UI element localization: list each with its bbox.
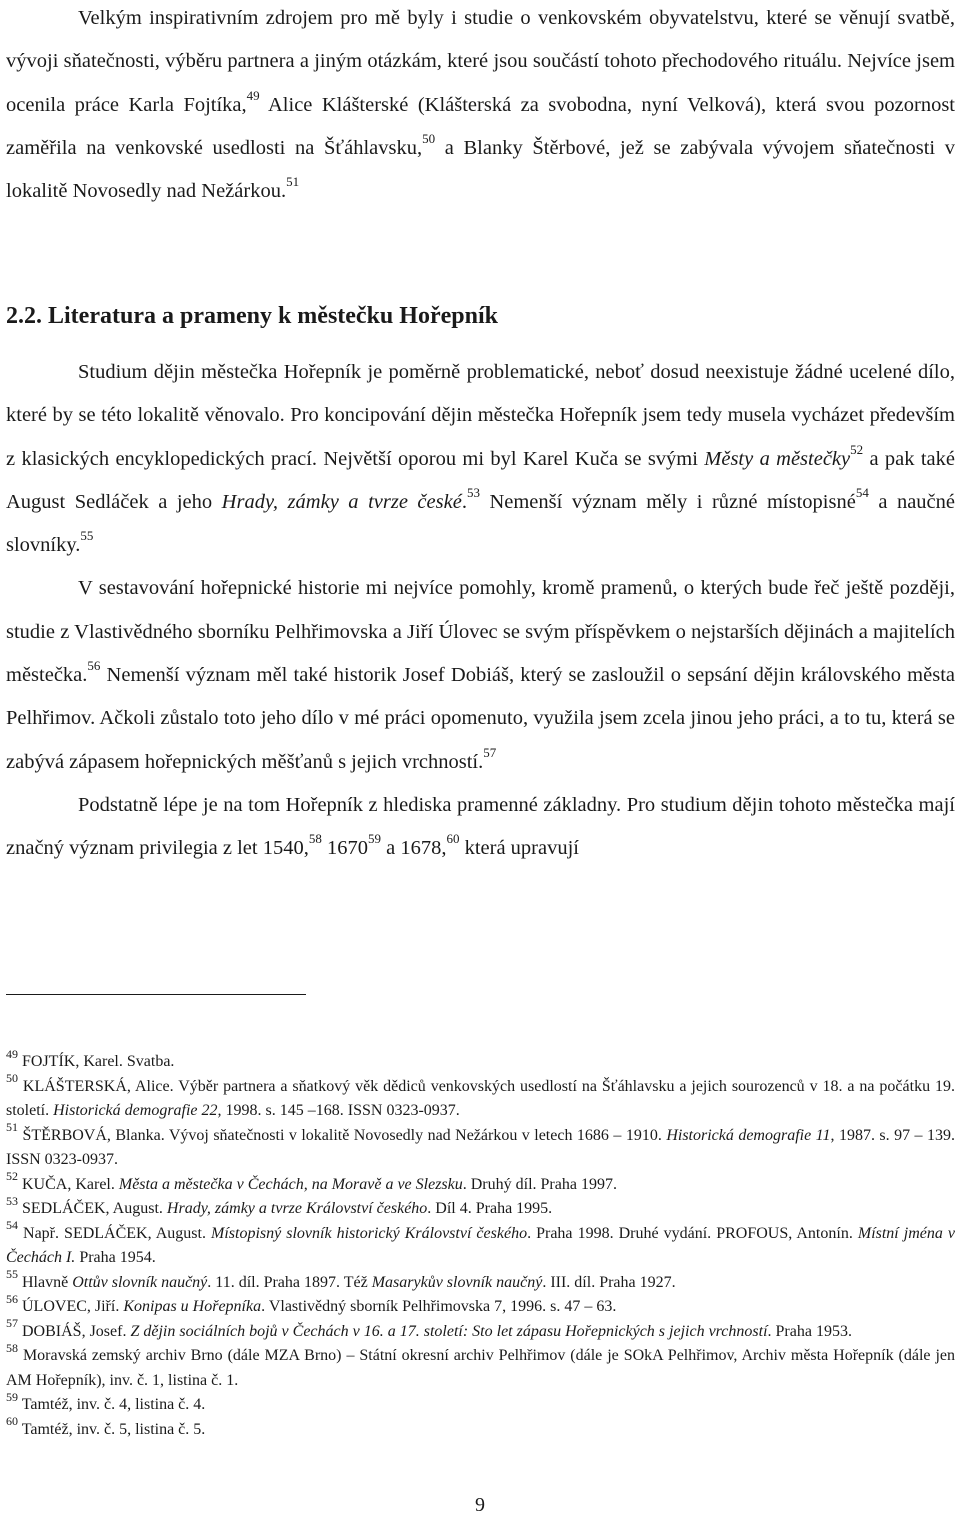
footnote-ref-55[interactable]: 55 <box>80 528 94 544</box>
footnote-55: $^{55}$ Hlavně Ottův slovník naučný. 11. díl. Praha 1897. Též Masarykův slovník naučný. III. díl. Praha 1927. <box>6 1267 676 1291</box>
paragraph-inspiration-sources <box>6 0 955 213</box>
footnote-ref-56[interactable]: 56 <box>87 658 101 674</box>
footnote-ref-52[interactable]: 52 <box>850 441 864 457</box>
footnote-59: $^{59}$ Tamtéž, inv. č. 4, listina č. 4. <box>6 1389 206 1413</box>
section-heading: 2.2. Literatura a prameny k městečku Hořepník <box>6 303 498 329</box>
footnote-53: $^{53}$ SEDLÁČEK, August. Hrady, zámky a tvrze Království českého. Díl 4. Praha 1995. <box>6 1193 553 1217</box>
paragraph: Velkým inspirativním zdrojem pro mě byly i studie o venkovském obyvatelstvu, které se věnují svatbě, vývoji sňatečnosti, výběru partnera a jiným otázkám, které jsou součástí tohoto přechodového rituálu. Nejvíce jsem ocenila práce Karla Fojtíka,$^{49}$ Alice Klášterské (Klášterská za svobodna, nyní Velková), která svou pozornost zaměřila na venkovské usedlosti na Šťáhlavsku,$^{50}$ a Blanky Štěrbové, jež se zabývala vývojem sňatečnosti v lokalitě Novosedly nad Nežárkou.$^{51}$ <box>6 7 956 203</box>
footnote-58: $^{58}$ Moravská zemský archiv Brno (dále MZA Brno) – Státní okresní archiv Pelhřimov (dále je SOkA Pelhřimov, Archiv města Hořepník (dále jen AM Hořepník), inv. č. 1, listina č. 1. <box>6 1340 955 1389</box>
footnote-54: $^{54}$ Např. SEDLÁČEK, August. Místopisný slovník historický Království českého. Praha 1998. Druhé vydání. PROFOUS, Antonín. Místní jména v Čechách I. Praha 1954. <box>6 1218 956 1266</box>
footnote-ref-53[interactable]: 53 <box>466 485 480 501</box>
footnote-51: $^{51}$ ŠTĚRBOVÁ, Blanka. Vývoj sňatečnosti v lokalitě Novosedly nad Nežárkou v letech 1686 – 1910. Historická demografie 11, 1987. s. 97 – 139. ISSN 0323-0937. <box>6 1120 956 1168</box>
footnote-separator <box>6 994 306 995</box>
footnote-56: $^{56}$ ÚLOVEC, Jiří. Konipas u Hořepníka. Vlastivědný sborník Pelhřimovska 7, 1996. s. 47 – 63. <box>6 1291 617 1315</box>
footnote-ref-58[interactable]: 58 <box>308 831 322 847</box>
section-body <box>6 351 955 871</box>
footnote-ref-50[interactable]: 50 <box>422 131 436 147</box>
footnote-ref-54[interactable]: 54 <box>855 485 869 501</box>
footnote-52: $^{52}$ KUČA, Karel. Města a městečka v Čechách, na Moravě a ve Slezsku. Druhý díl. Praha 1997. <box>6 1169 617 1193</box>
footnote-60: $^{60}$ Tamtéž, inv. č. 5, listina č. 5. <box>6 1414 206 1438</box>
footnote-ref-49[interactable]: 49 <box>246 87 260 103</box>
paragraph-primary-sources: Podstatně lépe je na tom Hořepník z hlediska pramenné základny. Pro studium dějin tohoto městečka mají značný význam privilegia z let 1540,58 1670$^{59}$ a 1678,60 která upravují <box>6 793 955 860</box>
footnote-ref-60[interactable]: 60 <box>446 831 460 847</box>
paragraph-literature: Studium dějin městečka Hořepník je poměrně problematické, neboť dosud neexistuje žádné ucelené dílo, které by se této lokalitě věnovalo. Pro koncipování dějin městečka Hořepník jsem tedy musela vycházet především z klasických encyklopedických prací. Největší oporou mi byl Karel Kuča se svými Městy a městečky$^{52}$ a pak také August Sedláček a jeho Hrady, zámky a tvrze české.$^{53}$ Nemenší význam měly i různé místopisné$^{54}$ a naučné slovníky.$^{55}$ <box>6 361 956 557</box>
footnote-50: $^{50}$ KLÁŠTERSKÁ, Alice. Výběr partnera a sňatkový věk dědiců venkovských usedlostí na Šťáhlavsku a jejich sourozenců v 18. a na počátku 19. století. Historická demografie 22, 1998. s. 145 –168. ISSN 0323-0937. <box>6 1071 955 1119</box>
paragraph-history-sources: V sestavování hořepnické historie mi nejvíce pomohly, kromě pramenů, o kterých bude řeč ještě později, studie z Vlastivědného sborníku Pelhřimovska a Jiří Úlovec se svým příspěvkem o nejstarších dějinách a majitelích městečka.$^{56}$ Nemenší význam měl také historik Josef Dobiáš, který se zasloužil o sepsání dějin královského města Pelhřimov. Ačkoli zůstalo toto jeho dílo v mé práci opomenuto, využila jsem zcela jinou jeho práci, a to tu, která se zabývá zápasem hořepnických měšťanů s jejich vrchností.$^{57}$ <box>6 577 955 773</box>
footnote-ref-59[interactable]: 59 <box>367 831 381 847</box>
footnote-49: $^{49}$ FOJTÍK, Karel. Svatba. <box>6 1046 175 1070</box>
footnote-ref-51[interactable]: 51 <box>286 174 300 190</box>
footnotes <box>6 1046 956 1442</box>
footnote-ref-57[interactable]: 57 <box>483 744 497 760</box>
footnote-57: $^{57}$ DOBIÁŠ, Josef. Z dějin sociálních bojů v Čechách v 16. a 17. století: Sto let zápasu Hořepnických s jejich vrchností. Praha 1953. <box>6 1316 852 1340</box>
page-number: 9 <box>475 1494 485 1516</box>
